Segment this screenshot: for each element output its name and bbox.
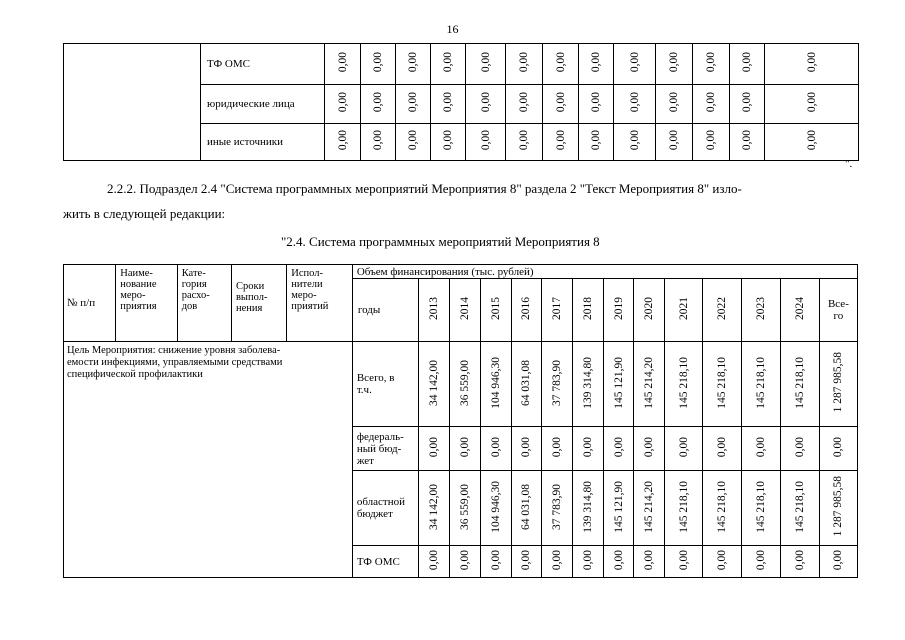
- funding-value: 64 031,08: [520, 483, 533, 530]
- top-cell: [693, 44, 730, 85]
- year-header-cell: [703, 279, 742, 342]
- top-cell: [656, 124, 693, 161]
- year-header-cell: [603, 279, 634, 342]
- funding-cell: [634, 342, 665, 427]
- top-cell: [396, 124, 431, 161]
- header-volume: Объем финансирования (тыс. рублей): [352, 265, 857, 279]
- top-cell-value: 0,00: [805, 92, 818, 113]
- funding-cell: [419, 471, 450, 546]
- total-header-label: Все- го: [827, 298, 849, 322]
- top-cell: [693, 85, 730, 124]
- top-cell: [506, 85, 543, 124]
- funding-value: 145 218,10: [716, 480, 728, 533]
- funding-source-label: [352, 471, 419, 546]
- funding-cell: [634, 471, 665, 546]
- header-dates: Сроки выпол- нения: [231, 265, 286, 342]
- funding-source-text: областной бюджет: [356, 496, 405, 520]
- top-cell-value: 0,00: [628, 52, 641, 73]
- closing-quote: ".: [845, 158, 853, 170]
- funding-value: 0,00: [716, 549, 728, 571]
- funding-value: 0,00: [754, 549, 767, 571]
- top-cell: [765, 124, 859, 161]
- top-cell: [506, 44, 543, 85]
- top-cell-value: 0,00: [479, 130, 492, 151]
- top-cell: [325, 44, 361, 85]
- funding-cell: [511, 471, 542, 546]
- funding-value: 145 214,20: [643, 356, 656, 409]
- funding-value: 0,00: [458, 436, 471, 458]
- funding-source-label: [352, 546, 419, 578]
- funding-source-text: Всего, в т.ч.: [356, 372, 395, 396]
- top-cell-value: 0,00: [705, 130, 717, 151]
- top-cell-value: 0,00: [336, 92, 349, 113]
- funding-cell: [511, 546, 542, 578]
- top-cell-value: 0,00: [372, 52, 384, 73]
- funding-cell: [511, 427, 542, 471]
- funding-value: 145 218,10: [716, 356, 728, 409]
- year-header-cell: [573, 279, 604, 342]
- year-label: 2022: [716, 297, 728, 320]
- funding-value: 0,00: [520, 436, 533, 458]
- funding-cell: [634, 546, 665, 578]
- funding-source-label: [352, 342, 419, 427]
- year-label: 2013: [428, 297, 441, 320]
- top-cell-value: 0,00: [518, 130, 530, 151]
- top-cell: [361, 44, 396, 85]
- top-cell-value: 0,00: [668, 92, 680, 113]
- top-cell: [543, 85, 579, 124]
- funding-value: 37 783,90: [551, 359, 564, 406]
- funding-cell: [450, 471, 481, 546]
- top-cell-value: 0,00: [705, 92, 717, 113]
- funding-cell: [480, 471, 511, 546]
- top-cell-value: 0,00: [554, 52, 567, 73]
- top-cell: [431, 124, 466, 161]
- top-cell: [579, 124, 614, 161]
- funding-cell: [741, 342, 780, 427]
- top-table-row: [64, 44, 859, 85]
- funding-value: 0,00: [754, 436, 767, 458]
- funding-value: 139 314,80: [581, 356, 594, 409]
- goal-text: Цель Мероприятия: снижение уровня заболева- емости инфекциями, управляемыми средствами специфической профилактики: [67, 345, 283, 380]
- funding-value: 145 218,10: [793, 480, 806, 533]
- top-cell: [431, 85, 466, 124]
- funding-cell: [780, 342, 819, 427]
- funding-cell: [542, 427, 573, 471]
- top-cell-value: 0,00: [336, 52, 349, 73]
- top-cell: [325, 85, 361, 124]
- funding-value: 0,00: [832, 436, 845, 458]
- top-cell-value: 0,00: [407, 92, 419, 113]
- funding-cell: [780, 471, 819, 546]
- year-header-cell: [780, 279, 819, 342]
- top-cell-value: 0,00: [628, 130, 641, 151]
- top-cell: [431, 44, 466, 85]
- top-cell-value: 0,00: [518, 52, 530, 73]
- funding-cell: [819, 427, 857, 471]
- top-cell: [543, 44, 579, 85]
- funding-cell: [542, 546, 573, 578]
- funding-cell: [573, 546, 604, 578]
- funding-cell: [603, 342, 634, 427]
- year-header-cell: [634, 279, 665, 342]
- main-funding-table: [63, 264, 858, 578]
- funding-cell: [603, 471, 634, 546]
- top-cell-value: 0,00: [442, 52, 454, 73]
- funding-value: 145 121,90: [612, 480, 625, 533]
- funding-cell: [450, 546, 481, 578]
- top-cell-value: 0,00: [518, 92, 530, 113]
- year-label: 2015: [489, 297, 502, 320]
- funding-value: 0,00: [551, 436, 564, 458]
- funding-cell: [419, 342, 450, 427]
- year-header-cell: [819, 279, 857, 342]
- top-cell: [614, 124, 656, 161]
- funding-value: 0,00: [428, 549, 441, 571]
- top-row-label: ТФ ОМС: [201, 44, 325, 85]
- funding-value: 145 218,10: [677, 480, 690, 533]
- funding-value: 0,00: [489, 436, 502, 458]
- top-cell-value: 0,00: [741, 52, 753, 73]
- goal-cell: [64, 342, 353, 578]
- header-category: Кате- гория расхо- дов: [177, 265, 231, 342]
- funding-value: 0,00: [793, 549, 806, 571]
- funding-cell: [665, 471, 703, 546]
- top-cell: [614, 44, 656, 85]
- funding-cell: [573, 427, 604, 471]
- top-cell-value: 0,00: [668, 52, 680, 73]
- funding-cell: [511, 342, 542, 427]
- top-cell-value: 0,00: [407, 52, 419, 73]
- year-header-cell: [450, 279, 481, 342]
- top-funding-table: [63, 43, 859, 161]
- year-header-cell: [542, 279, 573, 342]
- funding-value: 0,00: [612, 549, 625, 571]
- funding-value: 0,00: [832, 549, 845, 571]
- funding-cell: [573, 471, 604, 546]
- funding-value: 0,00: [489, 549, 502, 571]
- funding-value: 0,00: [458, 549, 471, 571]
- section-title: "2.4. Система программных мероприятий Мероприятия 8: [281, 234, 600, 249]
- top-cell: [730, 44, 765, 85]
- top-cell-value: 0,00: [590, 52, 602, 73]
- funding-cell: [480, 546, 511, 578]
- funding-cell: [542, 342, 573, 427]
- funding-cell: [603, 546, 634, 578]
- top-cell: [656, 44, 693, 85]
- funding-value: 0,00: [643, 436, 656, 458]
- year-label: 2021: [677, 297, 690, 320]
- top-cell-value: 0,00: [336, 130, 349, 151]
- funding-value: 104 946,30: [489, 480, 502, 533]
- header-number: № п/п: [64, 265, 116, 342]
- top-cell: [396, 44, 431, 85]
- header-name: Наиме- нование меро- приятия: [116, 265, 177, 342]
- funding-value: 145 218,10: [793, 356, 806, 409]
- funding-cell: [741, 471, 780, 546]
- funding-value: 0,00: [612, 436, 625, 458]
- paragraph-line-1: 2.2.2. Подраздел 2.4 "Система программных мероприятий Мероприятия 8" раздела 2 "Текст Мероприятия 8" изло-: [107, 181, 742, 196]
- funding-cell: [703, 427, 742, 471]
- top-cell-value: 0,00: [668, 130, 680, 151]
- top-cell: [730, 85, 765, 124]
- funding-value: 0,00: [581, 549, 594, 571]
- year-header-cell: [419, 279, 450, 342]
- funding-cell: [573, 342, 604, 427]
- year-label: 2023: [754, 297, 767, 320]
- top-cell-value: 0,00: [479, 52, 492, 73]
- top-cell: [730, 124, 765, 161]
- top-cell-value: 0,00: [628, 92, 641, 113]
- top-cell-value: 0,00: [805, 130, 818, 151]
- funding-cell: [819, 342, 857, 427]
- funding-value: 1 287 985,58: [832, 476, 845, 537]
- year-label: 2018: [581, 297, 594, 320]
- top-cell: [361, 124, 396, 161]
- funding-cell: [703, 342, 742, 427]
- funding-value: 37 783,90: [551, 483, 564, 530]
- top-cell: [579, 44, 614, 85]
- funding-cell: [819, 471, 857, 546]
- main-table-row: [64, 342, 858, 427]
- paragraph-line-2: жить в следующей редакции:: [63, 206, 226, 221]
- funding-value: 0,00: [793, 436, 806, 458]
- funding-value: 0,00: [716, 436, 728, 458]
- funding-source-text: ТФ ОМС: [356, 555, 400, 568]
- top-cell: [579, 85, 614, 124]
- funding-cell: [741, 427, 780, 471]
- top-cell: [614, 85, 656, 124]
- year-header-cell: [741, 279, 780, 342]
- funding-value: 145 121,90: [612, 356, 625, 409]
- top-cell-value: 0,00: [407, 130, 419, 151]
- funding-cell: [542, 471, 573, 546]
- funding-value: 0,00: [677, 549, 690, 571]
- funding-value: 139 314,80: [581, 480, 594, 533]
- funding-cell: [665, 546, 703, 578]
- page-number: 16: [446, 22, 459, 36]
- top-cell-value: 0,00: [741, 92, 753, 113]
- top-cell-value: 0,00: [805, 52, 818, 73]
- funding-value: 36 559,00: [458, 359, 471, 406]
- top-cell-value: 0,00: [372, 92, 384, 113]
- funding-value: 0,00: [520, 549, 533, 571]
- top-cell-value: 0,00: [590, 130, 602, 151]
- top-cell-value: 0,00: [590, 92, 602, 113]
- funding-cell: [419, 427, 450, 471]
- funding-value: 145 218,10: [677, 356, 690, 409]
- funding-source-text: федераль- ный бюд- жет: [356, 430, 404, 467]
- top-cell: [466, 44, 506, 85]
- funding-value: 34 142,00: [428, 359, 441, 406]
- funding-cell: [741, 546, 780, 578]
- year-label: 2014: [458, 297, 471, 320]
- funding-value: 145 218,10: [754, 480, 767, 533]
- year-label: 2019: [612, 297, 625, 320]
- year-label: 2020: [643, 297, 656, 320]
- funding-cell: [703, 546, 742, 578]
- year-header-cell: [511, 279, 542, 342]
- top-cell: [361, 85, 396, 124]
- funding-cell: [450, 427, 481, 471]
- top-cell: [396, 85, 431, 124]
- funding-value: 0,00: [551, 549, 564, 571]
- funding-value: 145 218,10: [754, 356, 767, 409]
- year-header-cell: [480, 279, 511, 342]
- funding-cell: [634, 427, 665, 471]
- top-cell: [765, 85, 859, 124]
- top-cell: [466, 85, 506, 124]
- funding-cell: [665, 427, 703, 471]
- top-cell: [506, 124, 543, 161]
- funding-value: 104 946,30: [489, 356, 502, 409]
- top-cell: [543, 124, 579, 161]
- top-cell-value: 0,00: [442, 130, 454, 151]
- year-label: 2024: [793, 297, 806, 320]
- funding-cell: [665, 342, 703, 427]
- top-cell: [765, 44, 859, 85]
- top-row-label: юридические лица: [201, 85, 325, 124]
- funding-source-label: [352, 427, 419, 471]
- top-row-label: иные источники: [201, 124, 325, 161]
- funding-cell: [780, 427, 819, 471]
- top-cell: [656, 85, 693, 124]
- top-cell-value: 0,00: [442, 92, 454, 113]
- year-label: 2017: [551, 297, 564, 320]
- funding-cell: [480, 427, 511, 471]
- funding-cell: [419, 546, 450, 578]
- funding-value: 0,00: [581, 436, 594, 458]
- top-cell-value: 0,00: [372, 130, 384, 151]
- funding-value: 0,00: [428, 436, 441, 458]
- funding-cell: [780, 546, 819, 578]
- funding-value: 64 031,08: [520, 359, 533, 406]
- top-cell: [693, 124, 730, 161]
- top-cell-value: 0,00: [479, 92, 492, 113]
- funding-value: 0,00: [643, 549, 656, 571]
- funding-cell: [703, 471, 742, 546]
- funding-value: 145 214,20: [643, 480, 656, 533]
- header-years: годы: [352, 279, 419, 342]
- top-cell: [466, 124, 506, 161]
- funding-value: 1 287 985,58: [832, 352, 845, 413]
- funding-value: 0,00: [677, 436, 690, 458]
- year-label: 2016: [520, 297, 533, 320]
- funding-value: 34 142,00: [428, 483, 441, 530]
- header-executors: Испол- нители меро- приятий: [287, 265, 353, 342]
- funding-value: 36 559,00: [458, 483, 471, 530]
- top-cell: [325, 124, 361, 161]
- top-cell-value: 0,00: [741, 130, 753, 151]
- top-table-empty-cell: [64, 44, 201, 161]
- year-header-cell: [665, 279, 703, 342]
- funding-cell: [819, 546, 857, 578]
- top-cell-value: 0,00: [554, 130, 567, 151]
- top-cell-value: 0,00: [554, 92, 567, 113]
- funding-cell: [603, 427, 634, 471]
- top-cell-value: 0,00: [705, 52, 717, 73]
- funding-cell: [480, 342, 511, 427]
- funding-cell: [450, 342, 481, 427]
